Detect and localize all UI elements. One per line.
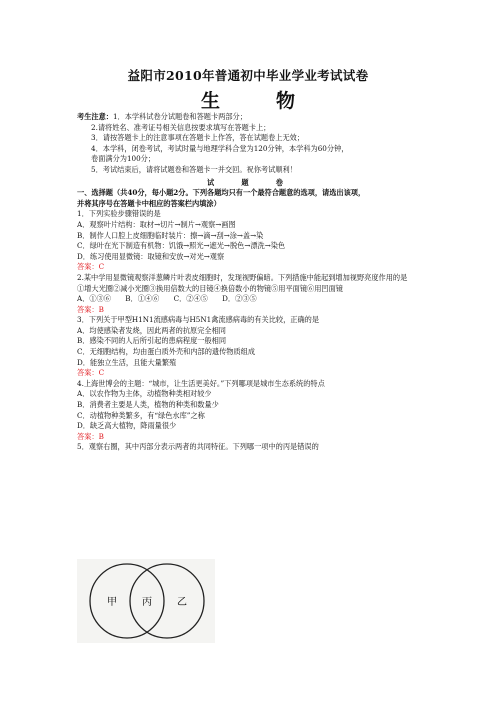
section-heading: 一、选择题（共40分，每小题2分。下列各题均只有一个最符合题意的选项，请选出该项， <box>77 188 366 198</box>
option: B．消费者主要是人类，植物的种类和数量少 <box>77 400 219 410</box>
notice-item: 5．考试结束后，请将试题卷和答题卡一并交回。祝你考试顺利！ <box>91 164 297 174</box>
question-stem: 3．下列关于甲型H1N1流感病毒与H5N1禽流感病毒的有关比较，正确的是 <box>77 315 320 325</box>
notice-item: 3．请按答题卡上的注意事项在答题卡上作答，答在试题卷上无效； <box>91 133 305 143</box>
section-heading: 并将其序号在答题卡中相应的答案栏内填涂） <box>77 198 221 208</box>
option: B．感染不同的人后所引起的患病程度一般相同 <box>77 336 227 346</box>
subject-title: 生物 <box>200 90 351 112</box>
question-stem: 2.某中学用显微镜观察洋葱鳞片叶表皮细胞时，发现视野偏暗。下列措施中能起到增加视野亮度作用的是 <box>77 272 408 282</box>
answer: 答案：C <box>77 262 105 272</box>
answer: 答案：C <box>77 368 105 378</box>
notice-block <box>77 112 423 453</box>
option: D．缺乏高大植物，降雨量很少 <box>77 421 177 431</box>
question-stem: 4.上海世博会的主题：“城市，让生活更美好。”下列哪项是城市生态系统的特点 <box>77 378 325 388</box>
choice: A．①③⑥ <box>77 294 111 304</box>
option: C．无细胞结构，均由蛋白质外壳和内部的遗传物质组成 <box>77 347 256 357</box>
question-stem: 5．观察右圈，其中丙部分表示两者的共同特征。下列哪一项中的丙是错误的 <box>77 442 319 452</box>
choice-row <box>77 294 423 305</box>
question-stem: 1．下列实验步骤错误的是 <box>77 209 161 219</box>
venn-right-label: 乙 <box>177 597 187 608</box>
choice: D．②③⑤ <box>222 294 257 304</box>
answer: 答案：B <box>77 431 104 441</box>
venn-diagram <box>77 559 215 643</box>
exam-title: 益阳市2010年普通初中毕业学业考试试卷 <box>127 68 369 83</box>
option: A．观察叶片结构：取材→切片→制片→观察→画图 <box>77 219 236 229</box>
option: C．绿叶在光下制造有机物：饥饿→照光→遮光→脱色→漂洗→染色 <box>77 241 286 251</box>
option: B．制作人口腔上皮细胞临时装片：擦→滴→刮→涂→盖→染 <box>77 230 264 240</box>
notice-item: 4．本学科，闭卷考试，考试时量与地理学科合堂为120分钟，本学科为60分钟， <box>91 143 349 153</box>
notice-label: 考生注意： <box>77 112 113 121</box>
notice-item: 1．本学科试卷分试题卷和答题卡两部分； <box>112 112 247 121</box>
option: ①增大光圈②减小光圈③换用倍数大的目镜④换倍数小的物镜⑤用平面镜⑥用凹面镜 <box>77 283 343 293</box>
option: D．能独立生活，且能大量繁殖 <box>77 357 177 367</box>
option: A．均使感染者发烧，因此两者的抗原完全相同 <box>77 325 226 335</box>
option: C．动植物种类繁多，有“绿色水库”之称 <box>77 410 205 420</box>
venn-middle-label: 丙 <box>142 597 152 608</box>
choice: B．①④⑥ <box>125 294 160 304</box>
venn-left-label: 甲 <box>107 597 117 608</box>
option: D．练习使用显微镜：取镜和安放→对光→观察 <box>77 251 225 261</box>
notice-item: 2.请将姓名、准考证号相关信息按要求填写在答题卡上； <box>91 122 271 132</box>
section-title: 试 题 卷 <box>207 177 293 187</box>
notice-item: 卷面满分为100分； <box>91 154 156 164</box>
answer: 答案：B <box>77 304 104 314</box>
choice: C．②④⑤ <box>173 294 208 304</box>
option: A．以农作物为主体，动植物种类相对较少 <box>77 389 212 399</box>
